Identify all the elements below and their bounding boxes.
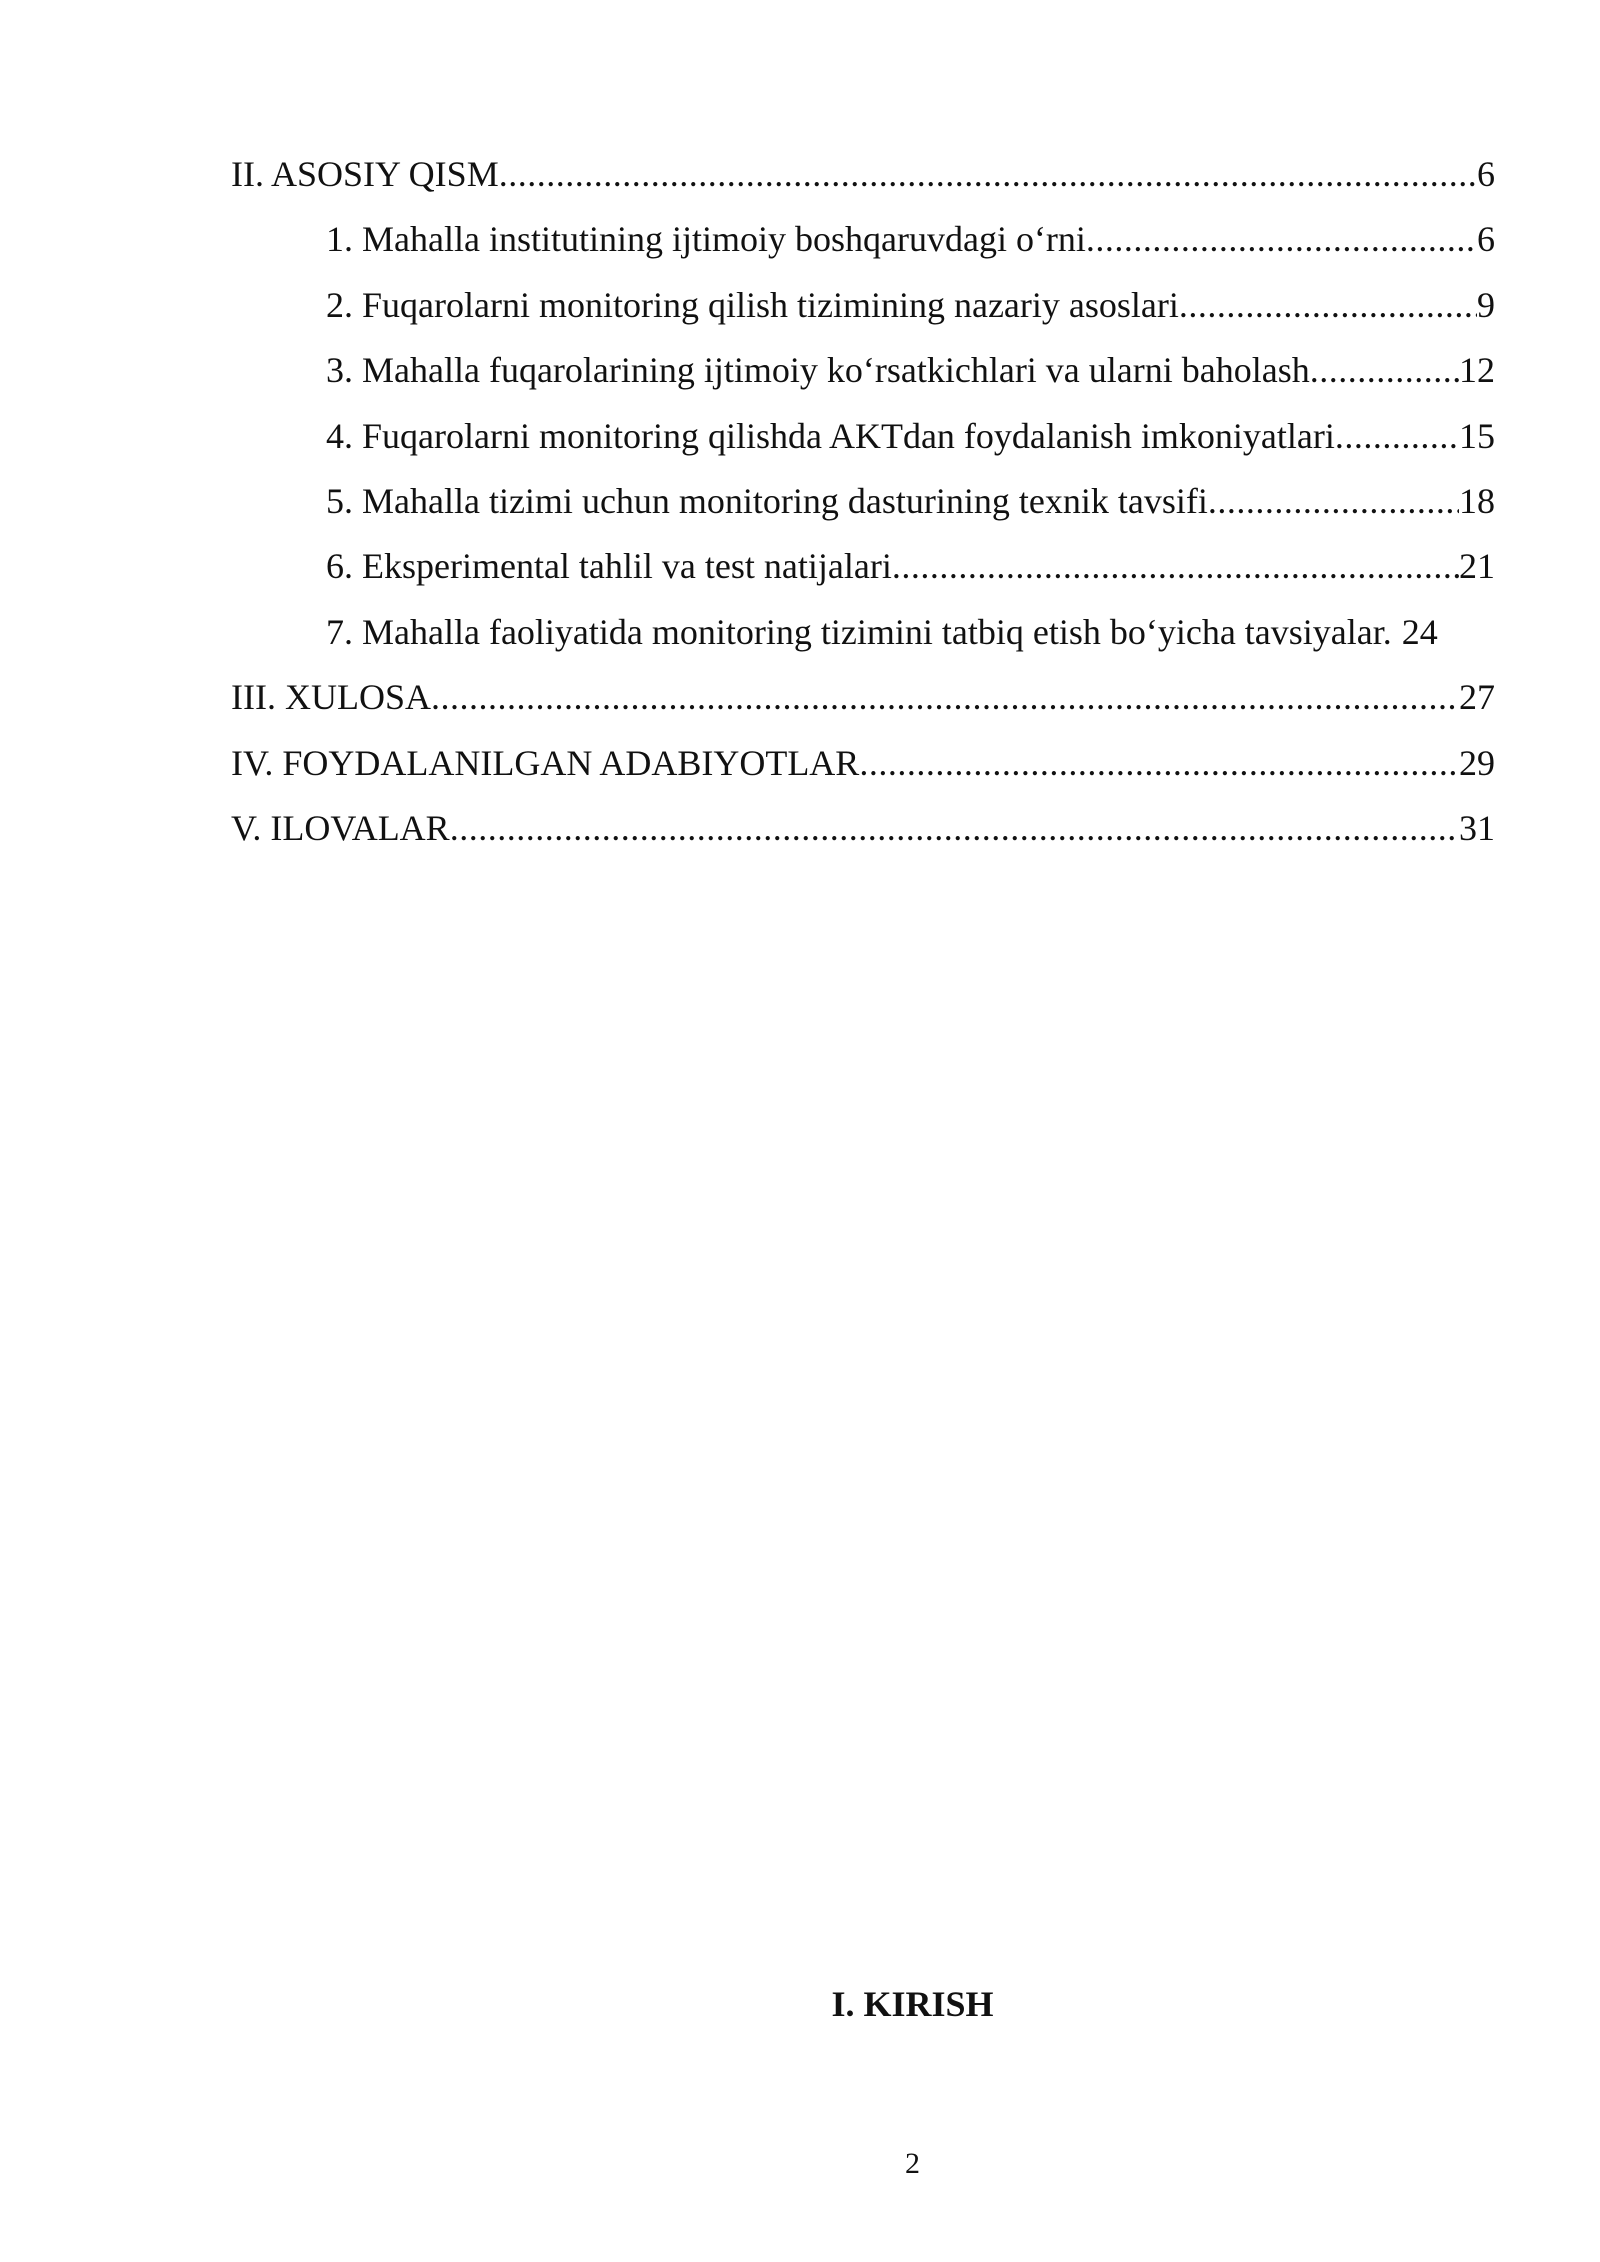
- toc-entry[interactable]: [231, 739, 1495, 804]
- page-number: 2: [905, 2147, 920, 2180]
- toc-entry-page: 6: [1477, 154, 1495, 194]
- toc-dot-leader: [892, 542, 1459, 590]
- toc-entry-page: 27: [1459, 677, 1495, 718]
- toc-dot-leader: [1208, 477, 1459, 525]
- toc-entry[interactable]: [231, 150, 1495, 215]
- toc-entry-page: 21: [1459, 546, 1495, 587]
- toc-entry-title: 7. Mahalla faoliyatida monitoring tizimini tatbiq etish bo‘yicha tavsiyalar.: [326, 611, 1392, 652]
- toc-entry-page: 9: [1477, 284, 1495, 325]
- toc-entry-title: V. ILOVALAR: [231, 807, 450, 848]
- toc-entry[interactable]: [231, 281, 1495, 346]
- toc-entry-title: 5. Mahalla tizimi uchun monitoring dasturining texnik tavsifi: [326, 480, 1208, 521]
- toc-entry-page: 24: [1401, 611, 1438, 652]
- toc-entry[interactable]: [231, 477, 1495, 542]
- toc-entry-page: 12: [1459, 350, 1495, 391]
- toc-dot-leader: [1086, 215, 1477, 263]
- toc-dot-leader: [450, 804, 1459, 852]
- toc-entry-page: 15: [1459, 415, 1495, 456]
- toc-entry-title: 4. Fuqarolarni monitoring qilishda AKTdan foydalanish imkoniyatlari: [326, 415, 1335, 456]
- table-of-contents: [231, 150, 1495, 869]
- toc-dot-leader: [1310, 346, 1459, 394]
- toc-dot-leader: [499, 150, 1477, 198]
- toc-entry[interactable]: [231, 412, 1495, 477]
- toc-entry[interactable]: [231, 542, 1495, 607]
- toc-dot-leader: [1335, 412, 1459, 460]
- toc-entry[interactable]: [231, 346, 1495, 411]
- toc-entry-page: 18: [1459, 480, 1495, 521]
- toc-dot-leader: [431, 673, 1459, 721]
- toc-entry[interactable]: [231, 608, 1495, 673]
- toc-entry-title: 3. Mahalla fuqarolarining ijtimoiy ko‘rsatkichlari va ularni baholash: [326, 350, 1310, 391]
- toc-entry-title: 2. Fuqarolarni monitoring qilish tizimining nazariy asoslari: [326, 284, 1179, 325]
- toc-entry-page: 6: [1477, 219, 1495, 260]
- toc-dot-leader: [859, 739, 1459, 787]
- toc-entry-page: 31: [1459, 807, 1495, 848]
- toc-dot-leader: [1179, 281, 1477, 329]
- toc-entry-title: II. ASOSIY QISM: [231, 154, 499, 194]
- toc-entry-title: IV. FOYDALANILGAN ADABIYOTLAR: [231, 742, 860, 783]
- toc-entry-title: 1. Mahalla institutining ijtimoiy boshqaruvdagi o‘rni: [326, 219, 1086, 260]
- toc-entry[interactable]: [231, 804, 1495, 869]
- toc-entry[interactable]: [231, 215, 1495, 280]
- toc-entry-title: 6. Eksperimental tahlil va test natijalari: [326, 546, 892, 587]
- toc-entry-page: 29: [1459, 742, 1495, 783]
- toc-entry-title: III. XULOSA: [231, 677, 431, 718]
- toc-entry[interactable]: [231, 673, 1495, 738]
- section-heading: I. KIRISH: [831, 1984, 994, 2024]
